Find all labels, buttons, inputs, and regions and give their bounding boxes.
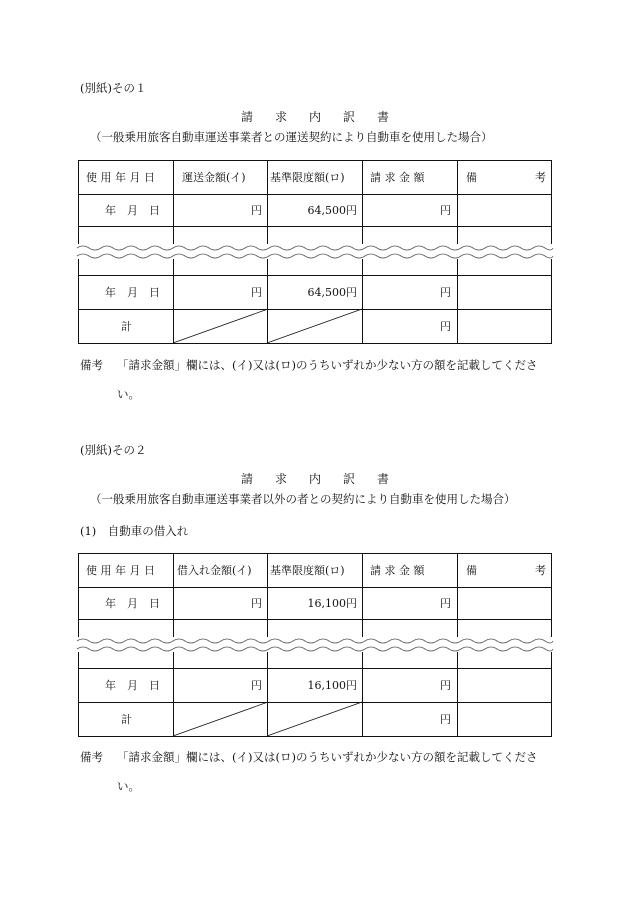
total-diagonal-a [173,309,268,343]
sheet2-title: 請求内訳書 [240,472,411,486]
row1-claim: 円 [440,597,451,610]
row1-date: 年 月 日 [105,204,160,217]
total-label: 計 [121,320,132,333]
total-claim: 円 [440,713,451,726]
row2-limit-b: 16,100円 [307,679,357,692]
header-date: 使 用 年 月 日 [86,564,155,577]
header-limit-b: 基準限度額(ロ) [270,171,345,184]
break-wave [77,635,553,655]
row1-date: 年 月 日 [105,597,160,610]
row2-amount-a: 円 [251,679,262,692]
row1-claim: 円 [440,204,451,217]
sheet2-note: 「請求金額」欄には、(イ)又は(ロ)のうちいずれか少ない方の額を記載してくださ [117,750,538,764]
sheet2-label: (別紙)その２ [80,443,147,457]
total-label: 計 [121,713,132,726]
sheet1-note-cont: い。 [117,387,140,401]
sheet2-note-cont: い。 [117,779,140,793]
header-amount-a: 運送金額(イ) [182,171,246,184]
header-remarks-1: 備 [466,171,477,184]
sheet2-section: (1) 自動車の借入れ [80,524,189,538]
row1-limit-b: 64,500円 [307,204,357,217]
sheet1-label: (別紙)その１ [80,81,147,95]
row1-amount-a: 円 [251,597,262,610]
row2-date: 年 月 日 [105,679,160,692]
header-date: 使 用 年 月 日 [86,171,155,184]
row1-amount-a: 円 [251,204,262,217]
row2-claim: 円 [440,679,451,692]
sheet1-table [78,160,552,344]
row2-amount-a: 円 [251,286,262,299]
sheet2-subtitle: （一般乗用旅客自動車運送事業者以外の者との契約により自動車を使用した場合） [90,492,516,506]
break-wave [77,242,553,262]
row2-limit-b: 64,500円 [307,286,357,299]
header-amount-a: 借入れ金額(イ) [177,564,252,577]
header-limit-b: 基準限度額(ロ) [270,564,345,577]
header-claim: 請 求 金 額 [370,171,425,184]
total-diagonal-b [267,702,362,736]
total-diagonal-a [173,702,268,736]
total-claim: 円 [440,320,451,333]
header-claim: 請 求 金 額 [370,564,425,577]
row2-claim: 円 [440,286,451,299]
sheet1-subtitle: （一般乗用旅客自動車運送事業者との運送契約により自動車を使用した場合） [90,130,493,144]
header-remarks-1: 備 [466,564,477,577]
sheet1-note: 「請求金額」欄には、(イ)又は(ロ)のうちいずれか少ない方の額を記載してくださ [117,358,538,372]
row2-date: 年 月 日 [105,286,160,299]
header-remarks-2: 考 [535,564,546,577]
sheet1-note-label: 備考 [80,358,103,372]
sheet1-title: 請求内訳書 [240,110,411,124]
sheet2-note-label: 備考 [80,750,103,764]
header-remarks-2: 考 [535,171,546,184]
total-diagonal-b [267,309,362,343]
row1-limit-b: 16,100円 [307,597,357,610]
sheet2-table [78,553,552,737]
